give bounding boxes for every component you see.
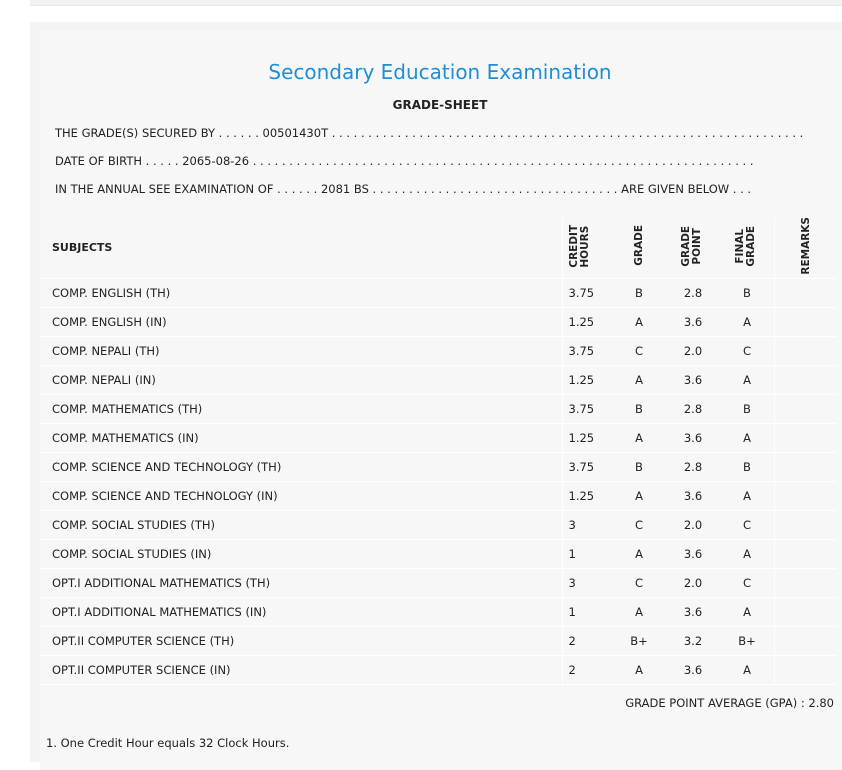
table-row [40, 307, 837, 336]
grade-point-cell: 2.8 [666, 394, 720, 423]
final-grade-cell: A [720, 423, 775, 452]
credit-hours-header-label: CREDIT HOURS [567, 224, 591, 268]
grade-cell: C [612, 510, 666, 539]
table-row [40, 365, 837, 394]
subject-cell: OPT.II COMPUTER SCIENCE (TH) [40, 626, 562, 655]
final-grade-cell: C [720, 568, 775, 597]
remarks-cell [775, 568, 838, 597]
grade-point-cell: 3.6 [666, 597, 720, 626]
credit-hours-cell: 3.75 [562, 452, 612, 481]
exam-title: Secondary Education Examination [268, 60, 612, 84]
grade-point-cell: 3.6 [666, 539, 720, 568]
credit-hours-cell: 1 [562, 597, 612, 626]
grade-sheet-heading: GRADE-SHEET [392, 98, 488, 112]
remarks-header [775, 217, 838, 278]
subject-cell: COMP. ENGLISH (IN) [40, 307, 562, 336]
exam-line: IN THE ANNUAL SEE EXAMINATION OF . . . . . . 2081 BS . . . . . . . . . . . . . . . . . . . . . . . . . . . . . . . . . . ARE GIVEN BELOW . . . [55, 182, 752, 196]
remarks-cell [775, 423, 838, 452]
remarks-cell [775, 365, 838, 394]
credit-hours-cell: 3 [562, 568, 612, 597]
subject-cell: OPT.II COMPUTER SCIENCE (IN) [40, 655, 562, 684]
remarks-cell [775, 452, 838, 481]
secured-by-line: THE GRADE(S) SECURED BY . . . . . . 00501430T . . . . . . . . . . . . . . . . . . . . . . . . . . . . . . . . . . . . . . . . . . . . . . . . . . . . . . . . . . . . . . . . . [55, 126, 804, 140]
remarks-cell [775, 510, 838, 539]
credit-hours-cell: 3.75 [562, 336, 612, 365]
table-row [40, 278, 837, 307]
final-grade-cell: B [720, 394, 775, 423]
final-grade-header-label: FINAL GRADE [734, 225, 757, 267]
credit-hours-cell: 2 [562, 655, 612, 684]
date-of-birth-line: DATE OF BIRTH . . . . . 2065-08-26 . . . . . . . . . . . . . . . . . . . . . . . . . . . . . . . . . . . . . . . . . . . . . . . . . . . . . . . . . . . . . . . . . . . . . [55, 154, 754, 168]
grade-point-cell: 2.0 [666, 336, 720, 365]
grade-cell: B [612, 394, 666, 423]
grade-cell: B [612, 452, 666, 481]
grade-point-cell: 3.6 [666, 655, 720, 684]
grade-cell: A [612, 539, 666, 568]
grade-point-cell: 3.6 [666, 365, 720, 394]
credit-hours-cell: 1.25 [562, 423, 612, 452]
remarks-cell [775, 626, 838, 655]
grade-cell: C [612, 568, 666, 597]
subject-cell: OPT.I ADDITIONAL MATHEMATICS (TH) [40, 568, 562, 597]
final-grade-cell: A [720, 307, 775, 336]
remarks-cell [775, 278, 838, 307]
final-grade-cell: A [720, 481, 775, 510]
remarks-cell [775, 539, 838, 568]
grade-point-cell: 2.8 [666, 452, 720, 481]
credit-hours-cell: 1.25 [562, 307, 612, 336]
table-row [40, 481, 837, 510]
grade-header [612, 217, 666, 278]
final-grade-cell: A [720, 597, 775, 626]
subject-cell: COMP. MATHEMATICS (IN) [40, 423, 562, 452]
top-strip [30, 0, 842, 6]
table-row [40, 452, 837, 481]
grade-point-cell: 2.0 [666, 568, 720, 597]
credit-hours-cell: 3.75 [562, 394, 612, 423]
subject-cell: OPT.I ADDITIONAL MATHEMATICS (IN) [40, 597, 562, 626]
subjects-header: SUBJECTS [40, 217, 562, 278]
grade-cell: A [612, 481, 666, 510]
final-grade-cell: A [720, 539, 775, 568]
grade-sheet-card [30, 22, 842, 762]
gpa-summary: GRADE POINT AVERAGE (GPA) : 2.80 [625, 696, 834, 710]
credit-hours-cell: 2 [562, 626, 612, 655]
final-grade-cell: A [720, 655, 775, 684]
grade-cell: B [612, 278, 666, 307]
credit-hours-cell: 1.25 [562, 365, 612, 394]
credit-hours-cell: 1 [562, 539, 612, 568]
credit-hours-cell: 1.25 [562, 481, 612, 510]
grade-header-label: GRADE [632, 225, 645, 267]
remarks-header-label: REMARKS [799, 217, 812, 275]
table-row [40, 597, 837, 626]
table-row [40, 626, 837, 655]
credit-hours-cell: 3.75 [562, 278, 612, 307]
remarks-cell [775, 336, 838, 365]
table-row [40, 568, 837, 597]
grade-cell: C [612, 336, 666, 365]
remarks-cell [775, 597, 838, 626]
subject-cell: COMP. SOCIAL STUDIES (TH) [40, 510, 562, 539]
table-row [40, 423, 837, 452]
remarks-cell [775, 655, 838, 684]
remarks-cell [775, 394, 838, 423]
subject-cell: COMP. ENGLISH (TH) [40, 278, 562, 307]
final-grade-cell: C [720, 336, 775, 365]
table-header-row [40, 217, 837, 278]
grade-cell: A [612, 365, 666, 394]
grade-point-cell: 2.8 [666, 278, 720, 307]
credit-hours-header [562, 217, 612, 278]
final-grade-header [720, 217, 775, 278]
credit-hour-note: 1. One Credit Hour equals 32 Clock Hours. [46, 736, 290, 750]
subject-cell: COMP. SOCIAL STUDIES (IN) [40, 539, 562, 568]
final-grade-cell: B [720, 278, 775, 307]
subject-cell: COMP. SCIENCE AND TECHNOLOGY (TH) [40, 452, 562, 481]
table-row [40, 655, 837, 684]
grade-cell: A [612, 597, 666, 626]
table-row [40, 336, 837, 365]
grade-point-cell: 3.6 [666, 481, 720, 510]
final-grade-cell: A [720, 365, 775, 394]
grade-cell: A [612, 423, 666, 452]
grade-cell: A [612, 307, 666, 336]
grade-point-header [666, 217, 720, 278]
grade-sheet-inner [40, 30, 842, 770]
grade-point-header-label: GRADE POINT [680, 225, 703, 267]
remarks-cell [775, 307, 838, 336]
grade-point-cell: 3.2 [666, 626, 720, 655]
table-row [40, 510, 837, 539]
subject-cell: COMP. NEPALI (TH) [40, 336, 562, 365]
credit-hours-cell: 3 [562, 510, 612, 539]
grade-cell: A [612, 655, 666, 684]
table-row [40, 539, 837, 568]
grade-cell: B+ [612, 626, 666, 655]
grade-point-cell: 3.6 [666, 307, 720, 336]
subject-cell: COMP. NEPALI (IN) [40, 365, 562, 394]
grade-point-cell: 2.0 [666, 510, 720, 539]
final-grade-cell: B+ [720, 626, 775, 655]
subject-cell: COMP. MATHEMATICS (TH) [40, 394, 562, 423]
grades-table [40, 217, 837, 685]
final-grade-cell: C [720, 510, 775, 539]
subject-cell: COMP. SCIENCE AND TECHNOLOGY (IN) [40, 481, 562, 510]
final-grade-cell: B [720, 452, 775, 481]
table-row [40, 394, 837, 423]
remarks-cell [775, 481, 838, 510]
grade-point-cell: 3.6 [666, 423, 720, 452]
